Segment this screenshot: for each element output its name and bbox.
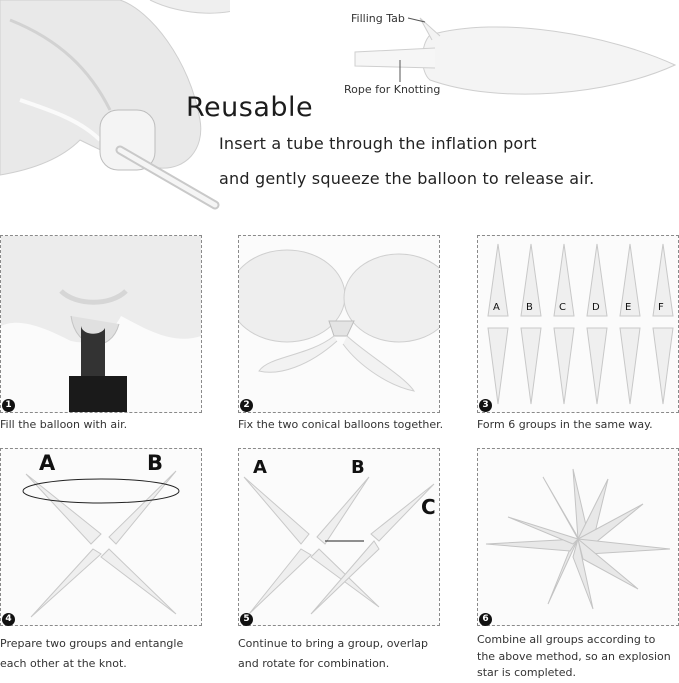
- rope-label: Rope for Knotting: [344, 83, 441, 96]
- explosion-star-image: [478, 449, 678, 625]
- step-2-number: 2: [240, 399, 253, 412]
- group-label-c: C: [559, 302, 566, 313]
- step-4-caption-line-1: Prepare two groups and entangle: [0, 637, 184, 650]
- step-6-caption-line-2: the above method, so an explosion: [477, 650, 671, 663]
- step-1-number: 1: [2, 399, 15, 412]
- step-5-caption-line-1: Continue to bring a group, overlap: [238, 637, 428, 650]
- step-6-caption-line-1: Combine all groups according to: [477, 633, 656, 646]
- step-5-number: 5: [240, 613, 253, 626]
- step-1-panel: [0, 235, 202, 413]
- step-3-number: 3: [479, 399, 492, 412]
- step-3-caption: Form 6 groups in the same way.: [477, 418, 653, 431]
- filling-tab-label: Filling Tab: [351, 12, 405, 25]
- step-5-caption-line-2: and rotate for combination.: [238, 657, 390, 670]
- step-3-panel: [477, 235, 679, 413]
- step-1-caption: Fill the balloon with air.: [0, 418, 128, 431]
- step-4-number: 4: [2, 613, 15, 626]
- description-line-2: and gently squeeze the balloon to release air.: [219, 169, 595, 188]
- step-6-number: 6: [479, 613, 492, 626]
- step-5-panel: [238, 448, 440, 626]
- step-2-panel: [238, 235, 440, 413]
- label-a: A: [253, 457, 267, 478]
- six-groups-image: [478, 236, 678, 412]
- label-b: B: [351, 457, 365, 478]
- combine-groups-image: [239, 449, 439, 625]
- step-4-panel: [0, 448, 202, 626]
- tied-balloons-image: [239, 236, 439, 412]
- step-4-caption-line-2: each other at the knot.: [0, 657, 127, 670]
- label-a: A: [39, 451, 56, 475]
- group-label-a: A: [493, 302, 500, 313]
- description-line-1: Insert a tube through the inflation port: [219, 134, 537, 153]
- inflating-balloon-image: [1, 236, 201, 412]
- group-label-f: F: [658, 302, 664, 313]
- group-label-b: B: [526, 302, 533, 313]
- entangle-groups-image: [1, 449, 201, 625]
- step-6-panel: [477, 448, 679, 626]
- step-2-caption: Fix the two conical balloons together.: [238, 418, 444, 431]
- label-b: B: [147, 451, 164, 475]
- step-6-caption-line-3: star is completed.: [477, 666, 576, 679]
- group-label-d: D: [592, 302, 600, 313]
- group-label-e: E: [625, 302, 632, 313]
- label-c: C: [421, 495, 436, 519]
- page-title: Reusable: [186, 92, 314, 123]
